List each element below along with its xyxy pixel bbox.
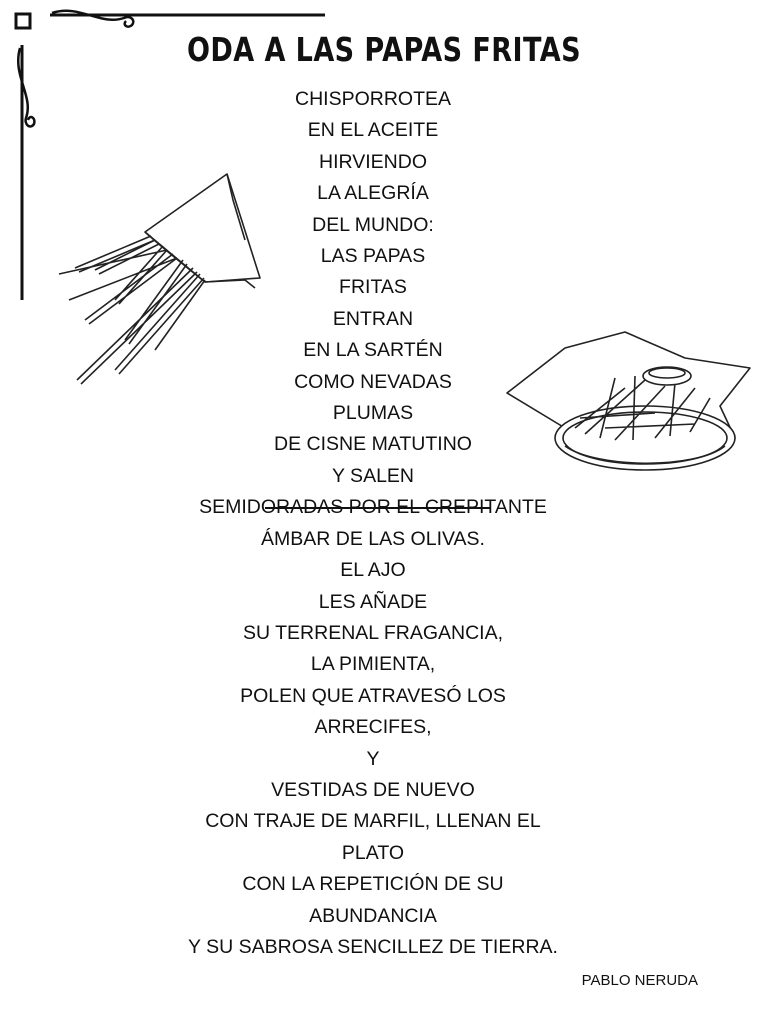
- poem-line: CHISPORROTEA: [294, 88, 452, 110]
- poem-title: ODA A LAS PAPAS FRITAS: [187, 30, 581, 69]
- poem-line: PLATO: [341, 841, 405, 864]
- poem-line: SU TERRENAL FRAGANCIA,: [242, 621, 504, 644]
- poem-line: ENTRAN: [332, 307, 414, 330]
- poem-line: PLUMAS: [332, 402, 414, 425]
- poem-line: HIRVIENDO: [319, 150, 427, 173]
- poem-line: Y SU SABROSA SENCILLEZ DE TIERRA.: [188, 935, 558, 958]
- poem-line: FRITAS: [339, 276, 407, 299]
- author-name: PABLO NERUDA: [581, 972, 698, 989]
- strikethrough-text: SEMIDORADAS POR EL CREPITANTE: [199, 496, 547, 519]
- poem-line: DEL MUNDO:: [312, 213, 434, 236]
- poem-line-struck: [0, 492, 746, 523]
- poem-line: LES AÑADE: [318, 590, 428, 613]
- poem-line: Y: [366, 747, 380, 770]
- poem-line: LA ALEGRÍA: [317, 182, 429, 205]
- poem-line: EN EL ACEITE: [307, 119, 439, 142]
- poem-line: ÁMBAR DE LAS OLIVAS.: [261, 527, 485, 550]
- poem-line: ABUNDANCIA: [309, 904, 437, 927]
- poem-line: Y SALEN: [331, 464, 415, 487]
- poem-line: COMO NEVADAS: [294, 370, 452, 393]
- poem-line: ARRECIFES,: [314, 716, 432, 739]
- poem-line: POLEN QUE ATRAVESÓ LOS: [240, 684, 506, 707]
- poem-line: DE CISNE MATUTINO: [274, 433, 472, 456]
- poem-line: CON TRAJE DE MARFIL, LLENAN EL: [205, 810, 541, 833]
- poem-line: EL AJO: [340, 559, 406, 582]
- poem-line: EN LA SARTÉN: [303, 339, 443, 362]
- poem-line: LA PIMIENTA,: [310, 653, 436, 676]
- poem-body: [0, 84, 746, 963]
- poem-line: VESTIDAS DE NUEVO: [271, 778, 475, 801]
- poem-line: LAS PAPAS: [320, 245, 426, 268]
- poem-line: CON LA REPETICIÓN DE SU: [242, 873, 504, 896]
